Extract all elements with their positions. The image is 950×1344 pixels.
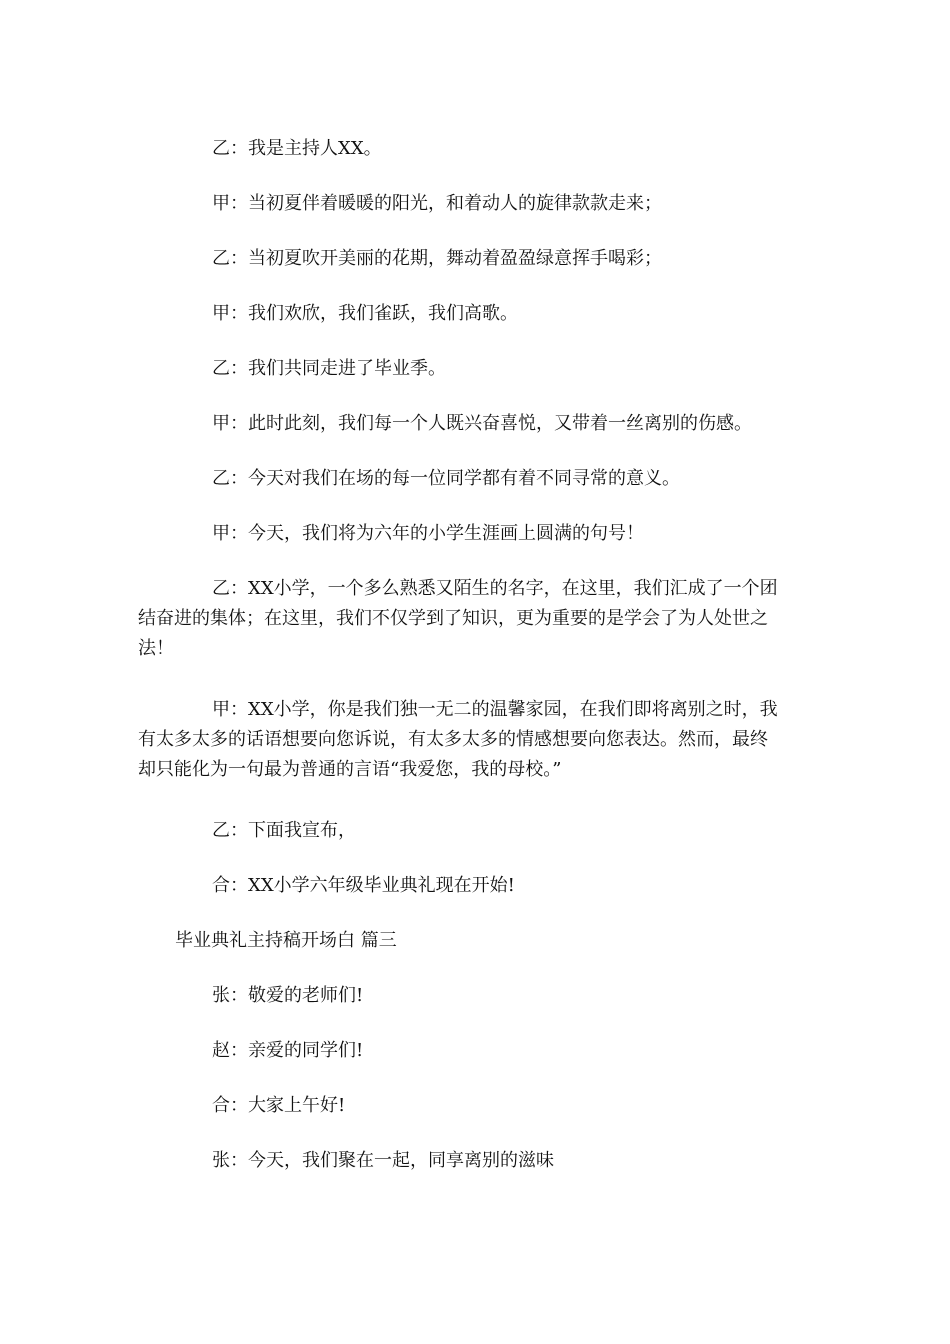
paragraph-7: 乙：今天对我们在场的每一位同学都有着不同寻常的意义。 — [212, 468, 680, 489]
section-paragraph-1: 张：敬爱的老师们! — [212, 985, 364, 1006]
paragraph-2: 甲：当初夏伴着暖暖的阳光，和着动人的旋律款款走来； — [212, 193, 662, 214]
paragraph-11: 乙：下面我宣布， — [212, 820, 356, 841]
paragraph-8: 甲：今天，我们将为六年的小学生涯画上圆满的句号！ — [212, 523, 644, 544]
paragraph-9-line-1: 乙：XX小学，一个多么熟悉又陌生的名字，在这里，我们汇成了一个团 — [212, 578, 778, 599]
paragraph-12: 合：XX小学六年级毕业典礼现在开始! — [212, 875, 515, 896]
paragraph-9-line-2: 结奋进的集体；在这里，我们不仅学到了知识，更为重要的是学会了为人处世之 — [138, 608, 768, 629]
paragraph-10-line-3: 却只能化为一句最为普通的言语“我爱您，我的母校。” — [138, 759, 562, 780]
section-paragraph-4: 张：今天，我们聚在一起，同享离别的滋味 — [212, 1150, 554, 1171]
paragraph-1: 乙：我是主持人XX。 — [212, 138, 382, 159]
paragraph-4: 甲：我们欢欣，我们雀跃，我们高歌。 — [212, 303, 518, 324]
paragraph-5: 乙：我们共同走进了毕业季。 — [212, 358, 446, 379]
paragraph-6: 甲：此时此刻，我们每一个人既兴奋喜悦，又带着一丝离别的伤感。 — [212, 413, 752, 434]
paragraph-9-line-3: 法！ — [138, 638, 174, 659]
section-paragraph-2: 赵：亲爱的同学们! — [212, 1040, 364, 1061]
paragraph-3: 乙：当初夏吹开美丽的花期，舞动着盈盈绿意挥手喝彩； — [212, 248, 662, 269]
paragraph-10-line-1: 甲：XX小学，你是我们独一无二的温馨家园，在我们即将离别之时，我 — [212, 699, 778, 720]
paragraph-10 — [138, 695, 778, 785]
section-heading: 毕业典礼主持稿开场白 篇三 — [175, 930, 397, 951]
paragraph-9 — [138, 574, 778, 664]
paragraph-10-line-2: 有太多太多的话语想要向您诉说，有太多太多的情感想要向您表达。然而，最终 — [138, 729, 768, 750]
section-paragraph-3: 合：大家上午好! — [212, 1095, 346, 1116]
